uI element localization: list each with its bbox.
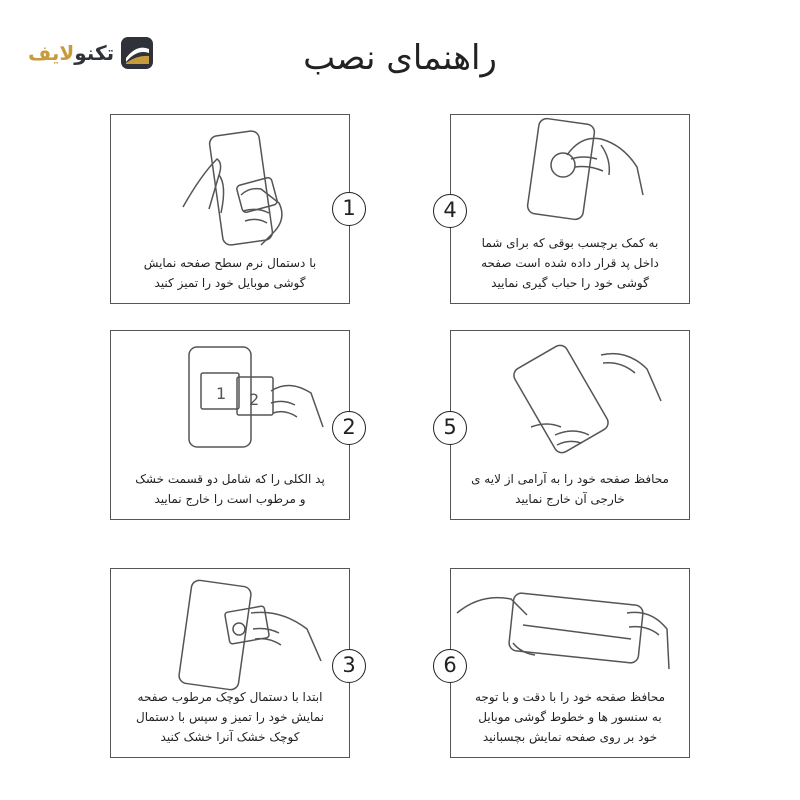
step-number-6: 6 — [433, 649, 467, 683]
step-number-3: 3 — [332, 649, 366, 683]
step-1-illustration — [111, 115, 351, 265]
step-3-illustration — [111, 569, 351, 699]
step-card-2 — [110, 330, 350, 520]
page-title: راهنمای نصب — [303, 38, 497, 78]
step-3-caption: ابتدا با دستمال کوچک مرطوب صفحه نمایش خود را تمیز و سپس با دستمال کوچک خشک آنرا خشک کنید — [136, 690, 324, 744]
step-card-5 — [450, 330, 690, 520]
step-card-4 — [450, 114, 690, 304]
step-card-3 — [110, 568, 350, 758]
step-6-illustration — [451, 569, 691, 689]
step-2-caption: پد الکلی را که شامل دو قسمت خشک و مرطوب است را خارج نمایید — [135, 472, 325, 506]
step-5-caption: محافظ صفحه خود را به آرامی از لایه ی خارجی آن خارج نمایید — [471, 472, 669, 506]
pad-label-1: 1 — [216, 384, 227, 403]
step-6-caption: محافظ صفحه خود را با دقت و با توجه به سنسور ها و خطوط گوشی موبایل خود بر روی صفحه نمایش بچسبانید — [474, 690, 666, 744]
pad-label-2: 2 — [249, 390, 260, 409]
step-card-1 — [110, 114, 350, 304]
brand-name: تکنولایف — [28, 41, 115, 65]
step-card-6 — [450, 568, 690, 758]
step-4-caption: به کمک برچسب بوقی که برای شما داخل پد قرار داده شده است صفحه گوشی خود را حباب گیری نمایید — [481, 236, 659, 290]
step-1-caption: با دستمال نرم سطح صفحه نمایش گوشی موبایل خود را تمیز کنید — [143, 256, 317, 290]
step-2-illustration — [111, 331, 351, 461]
step-number-2: 2 — [332, 411, 366, 445]
step-5-illustration — [451, 331, 691, 461]
step-4-illustration — [451, 115, 691, 225]
step-number-4: 4 — [433, 194, 467, 228]
step-number-1: 1 — [332, 192, 366, 226]
step-number-5: 5 — [433, 411, 467, 445]
